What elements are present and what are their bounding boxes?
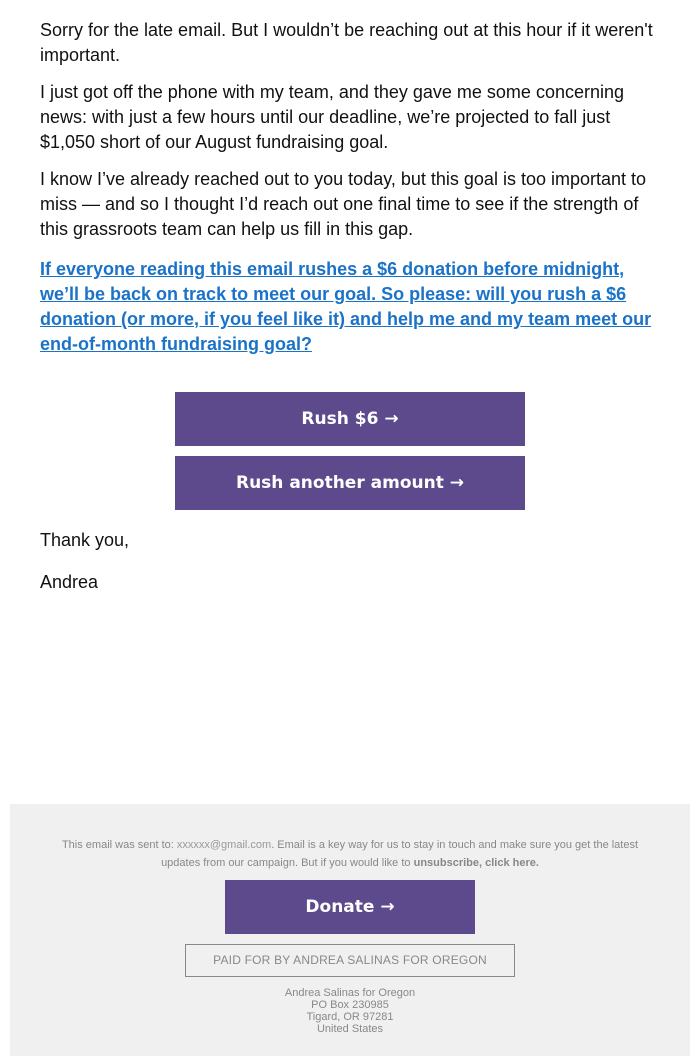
paragraph-intro: Sorry for the late email. But I wouldn’t be reaching out at this hour if it weren't important. [40,20,653,65]
notice-prefix: This email was sent to: [61,839,177,851]
unsubscribe-link[interactable]: unsubscribe, click here. [413,857,539,869]
paragraph-ask: I know I’ve already reached out to you today, but this goal is too important to miss — and so I thought I’d reach out one final time to see if the strength of this grassroots team can help us fill in this gap. [40,169,647,239]
mailing-address [10,987,690,1035]
signature: Andrea [40,572,99,592]
email-footer [10,804,690,1056]
donate-button[interactable]: Donate → [225,880,475,934]
paragraph-news: I just got off the phone with my team, and they gave me some concerning news: with just a few hours until our deadline, we’re projected to fall just $1,050 short of our August fundraising goal. [40,82,624,152]
rush-6-button[interactable]: Rush $6 → [175,392,525,446]
signoff: Thank you, [40,530,130,550]
footer-notice [50,836,650,872]
email-body [40,18,660,357]
address-line-city: Tigard, OR 97281 [306,1011,394,1023]
rush-another-amount-button[interactable]: Rush another amount → [175,456,525,510]
notice-body: . Email is a key way for us to stay in touch and make sure you get the latest updates from our campaign. But if you would like to [161,839,639,869]
recipient-email: xxxxxx@gmail.com [176,839,272,851]
address-line-org: Andrea Salinas for Oregon [284,987,416,999]
paid-for-disclaimer: PAID FOR BY ANDREA SALINAS FOR OREGON [185,944,515,977]
donation-cta-link[interactable]: If everyone reading this email rushes a $6 donation before midnight, we’ll be back on track to meet our goal. So please: will you rush a $6 donation (or more, if you feel like it) and help me and my team meet our end-of-month fundraising goal? [40,259,652,354]
address-line-country: United States [316,1023,384,1035]
address-line-pobox: PO Box 230985 [311,999,389,1011]
